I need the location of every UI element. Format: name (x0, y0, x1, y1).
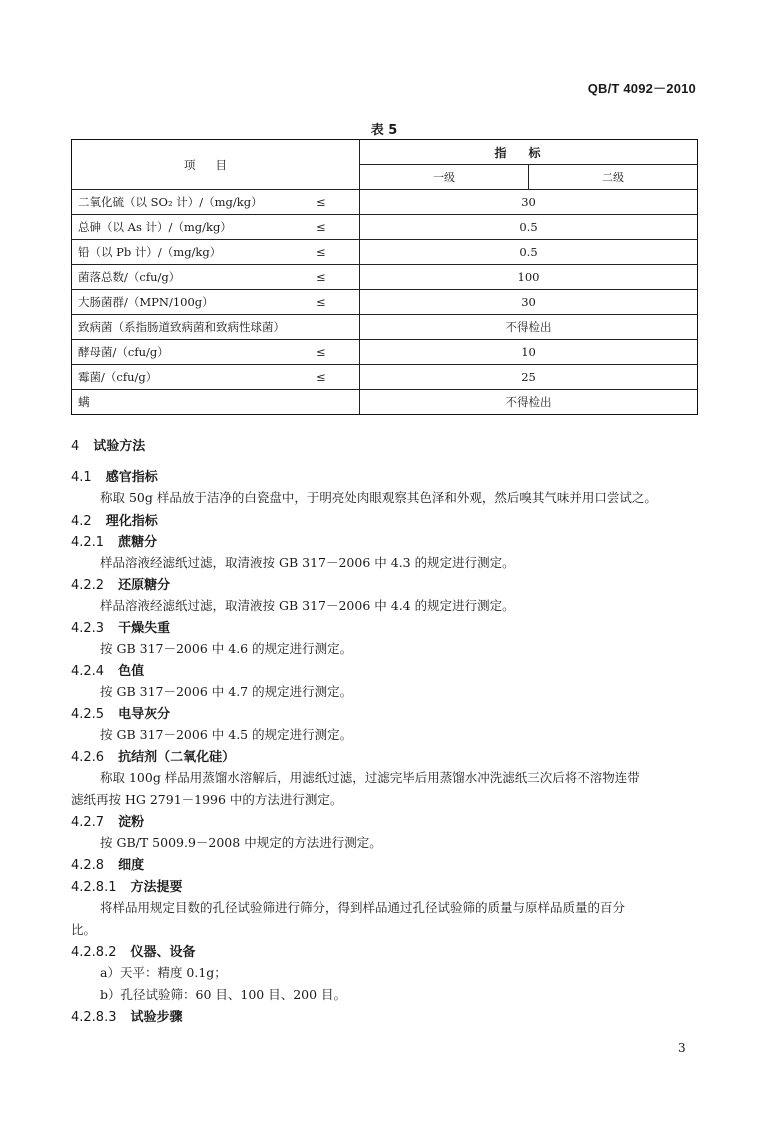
column-header-grade1: 一级 (360, 165, 529, 190)
heading-4-2-7: 4.2.7 淀粉 (71, 815, 145, 830)
list-item-a: a）天平：精度 0.1g； (100, 965, 227, 980)
heading-4-2: 4.2 理化指标 (71, 514, 158, 529)
table-row (72, 290, 698, 315)
row-item-name: 大肠菌群/（MPN/100g） (78, 295, 214, 309)
row-item-name: 菌落总数/（cfu/g） (78, 270, 181, 284)
table-row (72, 340, 698, 365)
row-limit-sign: ≤ (316, 270, 326, 284)
heading-4-2-3: 4.2.3 干燥失重 (71, 621, 171, 636)
heading-4-2-8-3: 4.2.8.3 试验步骤 (71, 1010, 183, 1025)
spec-table (71, 139, 698, 415)
row-item-name: 总砷（以 As 计）/（mg/kg） (78, 220, 232, 234)
heading-4-2-2: 4.2.2 还原糖分 (71, 578, 171, 593)
heading-4-2-8-1: 4.2.8.1 方法提要 (71, 880, 183, 895)
row-limit-sign: ≤ (316, 220, 326, 234)
column-header-grade2: 二级 (529, 165, 698, 190)
table-row (72, 315, 698, 340)
paragraph-4-2-8-1-line1: 将样品用规定目数的孔径试验筛进行筛分，得到样品通过孔径试验筛的质量与原样品质量的百分 (100, 900, 626, 915)
heading-4-2-6: 4.2.6 抗结剂（二氧化硅） (71, 750, 236, 765)
paragraph-4-2-8-1-line2: 比。 (71, 922, 97, 937)
row-limit-sign: ≤ (316, 295, 326, 309)
row-item-name: 铅（以 Pb 计）/（mg/kg） (78, 245, 222, 259)
heading-4-2-8-2: 4.2.8.2 仪器、设备 (71, 945, 196, 960)
row-value: 25 (360, 365, 698, 390)
list-item-b: b）孔径试验筛：60 目、100 目、200 目。 (100, 987, 347, 1002)
table-row (72, 215, 698, 240)
row-limit-sign: ≤ (316, 195, 326, 209)
paragraph-4-1: 称取 50g 样品放于洁净的白瓷盘中，于明亮处肉眼观察其色泽和外观，然后嗅其气味并用口尝试之。 (100, 490, 657, 505)
row-value: 0.5 (360, 215, 698, 240)
heading-4-2-8: 4.2.8 细度 (71, 858, 145, 873)
row-limit-sign: ≤ (316, 245, 326, 259)
row-value: 30 (360, 290, 698, 315)
table-row (72, 365, 698, 390)
table-row (72, 190, 698, 215)
row-value: 0.5 (360, 240, 698, 265)
column-header-item: 项目 (72, 140, 360, 190)
row-item-name: 酵母菌/（cfu/g） (78, 345, 169, 359)
row-item-name: 霉菌/（cfu/g） (78, 370, 158, 384)
paragraph-4-2-5: 按 GB 317－2006 中 4.5 的规定进行测定。 (100, 727, 353, 742)
heading-4-2-1: 4.2.1 蔗糖分 (71, 535, 158, 550)
heading-4-1: 4.1 感官指标 (71, 470, 158, 485)
page-number: 3 (678, 1041, 686, 1055)
table-row (72, 240, 698, 265)
paragraph-4-2-7: 按 GB/T 5009.9－2008 中规定的方法进行测定。 (100, 835, 382, 850)
paragraph-4-2-2: 样品溶液经滤纸过滤，取清液按 GB 317－2006 中 4.4 的规定进行测定。 (100, 598, 515, 613)
row-limit-sign: ≤ (316, 345, 326, 359)
paragraph-4-2-1: 样品溶液经滤纸过滤，取清液按 GB 317－2006 中 4.3 的规定进行测定。 (100, 555, 515, 570)
row-value: 不得检出 (360, 390, 698, 415)
paragraph-4-2-6-line1: 称取 100g 样品用蒸馏水溶解后，用滤纸过滤，过滤完毕后用蒸馏水冲洗滤纸三次后将不溶物连带 (100, 770, 640, 785)
row-value: 10 (360, 340, 698, 365)
row-item-name: 螨 (78, 395, 90, 409)
paragraph-4-2-4: 按 GB 317－2006 中 4.7 的规定进行测定。 (100, 684, 353, 699)
table-title: 表 5 (370, 123, 398, 138)
row-value: 不得检出 (360, 315, 698, 340)
row-item-name: 二氧化硫（以 SO₂ 计）/（mg/kg） (78, 195, 263, 209)
heading-4: 4 试验方法 (71, 439, 146, 454)
standard-number: QB/T 4092－2010 (587, 81, 696, 96)
heading-4-2-4: 4.2.4 色值 (71, 664, 145, 679)
row-item-name: 致病菌（系指肠道致病菌和致病性球菌） (78, 320, 285, 334)
row-value: 30 (360, 190, 698, 215)
paragraph-4-2-3: 按 GB 317－2006 中 4.6 的规定进行测定。 (100, 641, 353, 656)
table-row (72, 265, 698, 290)
heading-4-2-5: 4.2.5 电导灰分 (71, 707, 171, 722)
table-row (72, 390, 698, 415)
column-header-index: 指标 (360, 140, 698, 165)
paragraph-4-2-6-line2: 滤纸再按 HG 2791－1996 中的方法进行测定。 (71, 792, 343, 807)
row-value: 100 (360, 265, 698, 290)
row-limit-sign: ≤ (316, 370, 326, 384)
